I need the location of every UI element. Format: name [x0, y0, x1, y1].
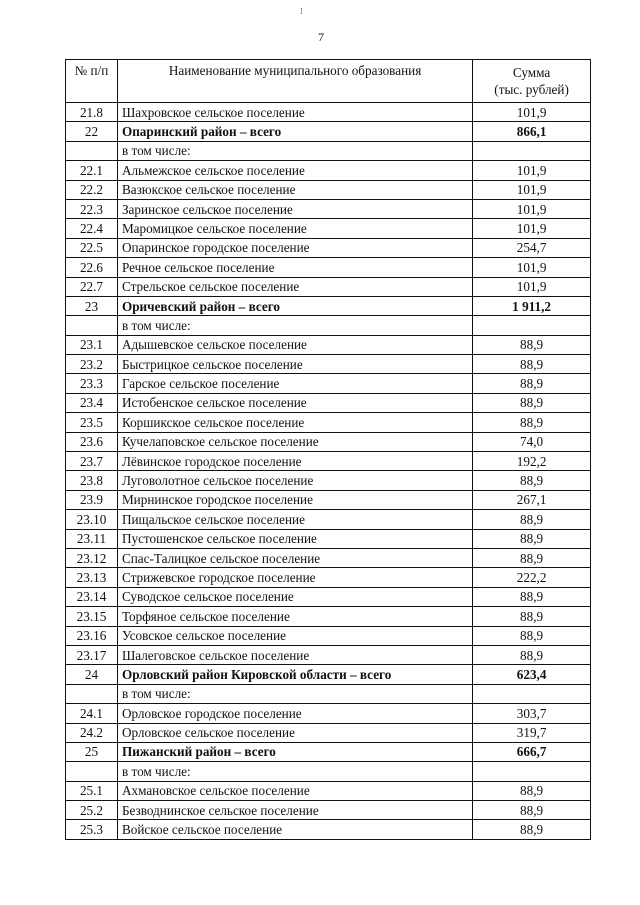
table-row [66, 781, 591, 800]
row-name: Альмежское сельское поселение [117, 161, 472, 180]
table-row [66, 374, 591, 393]
row-name: в том числе: [117, 684, 472, 703]
row-sum: 88,9 [473, 374, 591, 393]
row-sum: 88,9 [473, 587, 591, 606]
table-row-total [66, 742, 591, 761]
row-sum: 88,9 [473, 548, 591, 567]
table-row [66, 762, 591, 781]
row-name: Шалеговское сельское поселение [117, 645, 472, 664]
row-sum: 88,9 [473, 529, 591, 548]
table-row [66, 355, 591, 374]
row-number: 22.1 [66, 161, 118, 180]
table-row [66, 490, 591, 509]
row-number: 23.1 [66, 335, 118, 354]
row-name: Орловское сельское поселение [117, 723, 472, 742]
row-name: Стрельское сельское поселение [117, 277, 472, 296]
row-number: 25.1 [66, 781, 118, 800]
row-number: 23.10 [66, 510, 118, 529]
row-sum: 88,9 [473, 820, 591, 839]
table-row [66, 141, 591, 160]
table-row [66, 801, 591, 820]
row-number: 24.1 [66, 704, 118, 723]
table-row [66, 316, 591, 335]
row-number: 22.3 [66, 199, 118, 218]
row-sum: 74,0 [473, 432, 591, 451]
row-number: 23.9 [66, 490, 118, 509]
row-name: Истобенское сельское поселение [117, 393, 472, 412]
row-name: в том числе: [117, 316, 472, 335]
row-name: Опаринское городское поселение [117, 238, 472, 257]
table-row-total [66, 122, 591, 141]
row-name: Коршикское сельское поселение [117, 413, 472, 432]
row-name: Гарское сельское поселение [117, 374, 472, 393]
budget-table [65, 59, 591, 840]
row-number: 23.7 [66, 452, 118, 471]
row-name: Орловский район Кировской области – всего [117, 665, 472, 684]
table-row [66, 529, 591, 548]
table-row [66, 413, 591, 432]
table-row [66, 103, 591, 122]
row-name: Мирнинское городское поселение [117, 490, 472, 509]
row-name: Заринское сельское поселение [117, 199, 472, 218]
table-row [66, 471, 591, 490]
row-sum: 88,9 [473, 355, 591, 374]
table-row [66, 335, 591, 354]
row-sum: 88,9 [473, 607, 591, 626]
header-name: Наименование муниципального образования [117, 60, 472, 103]
row-name: Речное сельское поселение [117, 258, 472, 277]
header-sum [473, 60, 591, 103]
table-row-total [66, 296, 591, 315]
table-row [66, 723, 591, 742]
row-number: 22.7 [66, 277, 118, 296]
row-number: 21.8 [66, 103, 118, 122]
row-sum: 88,9 [473, 510, 591, 529]
row-number [66, 141, 118, 160]
row-name: Маромицкое сельское поселение [117, 219, 472, 238]
table-row [66, 820, 591, 839]
row-name: Безводнинское сельское поселение [117, 801, 472, 820]
table-row [66, 219, 591, 238]
table-row [66, 258, 591, 277]
row-number: 23.17 [66, 645, 118, 664]
row-sum [473, 684, 591, 703]
row-number [66, 684, 118, 703]
row-sum [473, 141, 591, 160]
header-number: № п/п [66, 60, 118, 103]
row-sum: 303,7 [473, 704, 591, 723]
row-sum: 88,9 [473, 626, 591, 645]
row-name: Войское сельское поселение [117, 820, 472, 839]
row-sum: 88,9 [473, 393, 591, 412]
row-sum: 267,1 [473, 490, 591, 509]
header-sum-line1: Сумма [512, 65, 551, 80]
row-number [66, 762, 118, 781]
row-sum: 88,9 [473, 645, 591, 664]
row-name: Луговолотное сельское поселение [117, 471, 472, 490]
row-number: 23.12 [66, 548, 118, 567]
table-header [66, 60, 591, 103]
row-sum: 101,9 [473, 103, 591, 122]
table-row [66, 452, 591, 471]
row-name: в том числе: [117, 141, 472, 160]
row-name: Суводское сельское поселение [117, 587, 472, 606]
row-sum [473, 316, 591, 335]
header-sum-line2: (тыс. рублей) [494, 82, 569, 98]
row-name: в том числе: [117, 762, 472, 781]
row-sum [473, 762, 591, 781]
table-row [66, 548, 591, 567]
row-name: Оричевский район – всего [117, 296, 472, 315]
table-row [66, 510, 591, 529]
row-sum: 192,2 [473, 452, 591, 471]
row-number: 24.2 [66, 723, 118, 742]
row-name: Пижанский район – всего [117, 742, 472, 761]
table-row [66, 432, 591, 451]
row-sum: 101,9 [473, 180, 591, 199]
row-sum: 101,9 [473, 258, 591, 277]
row-number: 23.15 [66, 607, 118, 626]
table-row [66, 238, 591, 257]
row-number: 22.5 [66, 238, 118, 257]
row-number: 24 [66, 665, 118, 684]
row-sum: 222,2 [473, 568, 591, 587]
page-number: 7 [318, 30, 324, 44]
row-sum: 88,9 [473, 413, 591, 432]
row-name: Вазюкское сельское поселение [117, 180, 472, 199]
row-sum: 101,9 [473, 277, 591, 296]
header-row [66, 60, 591, 103]
row-number: 23 [66, 296, 118, 315]
table-row [66, 180, 591, 199]
table-row [66, 607, 591, 626]
row-name: Стрижевское городское поселение [117, 568, 472, 587]
scan-mark: ⁝ [300, 6, 303, 16]
row-name: Усовское сельское поселение [117, 626, 472, 645]
row-name: Пустошенское сельское поселение [117, 529, 472, 548]
table-row [66, 161, 591, 180]
row-number: 23.2 [66, 355, 118, 374]
table-row-total [66, 665, 591, 684]
row-number: 23.4 [66, 393, 118, 412]
row-number: 23.16 [66, 626, 118, 645]
table-row [66, 199, 591, 218]
row-sum: 88,9 [473, 335, 591, 354]
row-number: 23.3 [66, 374, 118, 393]
table-row [66, 704, 591, 723]
table-row [66, 645, 591, 664]
row-number: 23.13 [66, 568, 118, 587]
row-number: 22 [66, 122, 118, 141]
row-name: Пищальское сельское поселение [117, 510, 472, 529]
row-name: Шахровское сельское поселение [117, 103, 472, 122]
row-number [66, 316, 118, 335]
row-name: Ахмановское сельское поселение [117, 781, 472, 800]
row-number: 22.4 [66, 219, 118, 238]
row-number: 23.8 [66, 471, 118, 490]
row-sum: 319,7 [473, 723, 591, 742]
row-sum: 101,9 [473, 219, 591, 238]
row-name: Лёвинское городское поселение [117, 452, 472, 471]
row-number: 23.14 [66, 587, 118, 606]
table-body [66, 103, 591, 840]
table-row [66, 684, 591, 703]
row-sum: 666,7 [473, 742, 591, 761]
row-number: 23.6 [66, 432, 118, 451]
row-sum: 866,1 [473, 122, 591, 141]
row-sum: 623,4 [473, 665, 591, 684]
table-row [66, 277, 591, 296]
row-name: Спас-Талицкое сельское поселение [117, 548, 472, 567]
row-number: 23.5 [66, 413, 118, 432]
row-name: Орловское городское поселение [117, 704, 472, 723]
row-sum: 88,9 [473, 471, 591, 490]
row-number: 25 [66, 742, 118, 761]
row-name: Кучелаповское сельское поселение [117, 432, 472, 451]
row-number: 25.2 [66, 801, 118, 820]
row-sum: 88,9 [473, 801, 591, 820]
table-row [66, 626, 591, 645]
row-name: Торфяное сельское поселение [117, 607, 472, 626]
row-number: 22.6 [66, 258, 118, 277]
row-sum: 101,9 [473, 199, 591, 218]
row-sum: 1 911,2 [473, 296, 591, 315]
row-number: 23.11 [66, 529, 118, 548]
row-sum: 254,7 [473, 238, 591, 257]
row-number: 22.2 [66, 180, 118, 199]
table-row [66, 568, 591, 587]
row-name: Адышевское сельское поселение [117, 335, 472, 354]
row-sum: 88,9 [473, 781, 591, 800]
row-name: Быстрицкое сельское поселение [117, 355, 472, 374]
table-row [66, 587, 591, 606]
row-sum: 101,9 [473, 161, 591, 180]
row-number: 25.3 [66, 820, 118, 839]
table-row [66, 393, 591, 412]
row-name: Опаринский район – всего [117, 122, 472, 141]
